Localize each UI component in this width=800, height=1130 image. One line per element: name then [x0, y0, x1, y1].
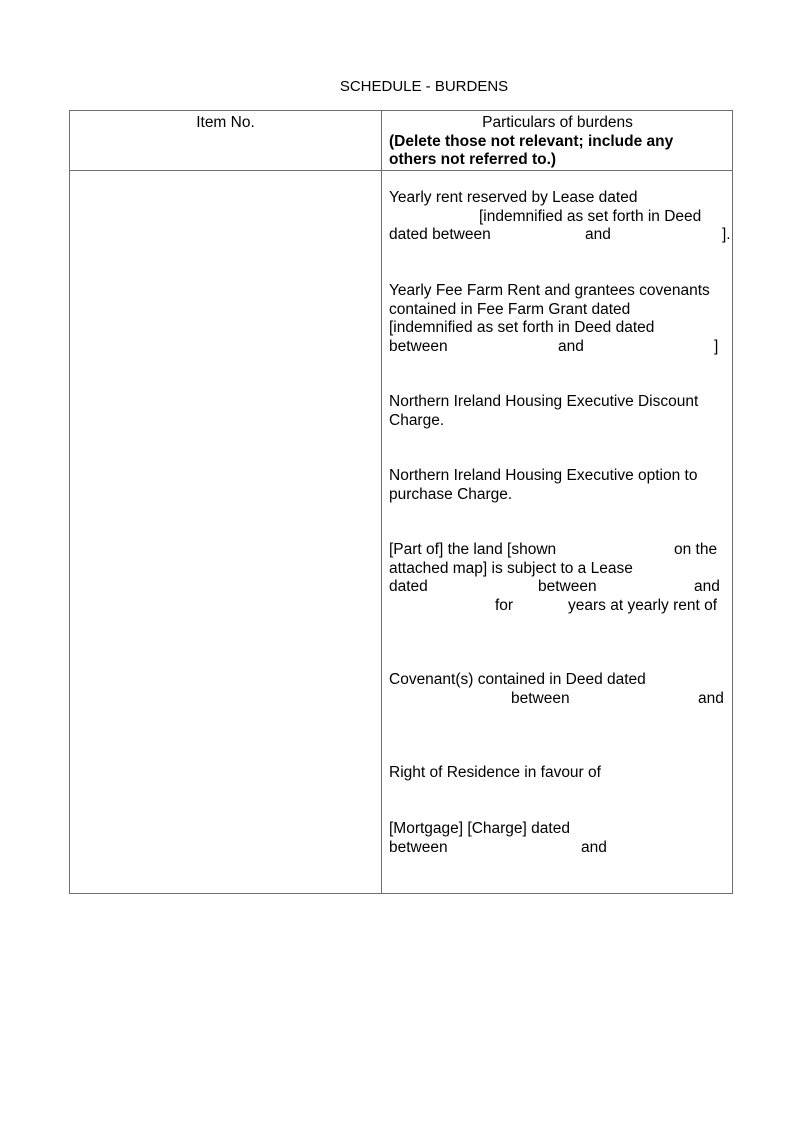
entry-text: Yearly rent reserved by Lease dated — [389, 189, 638, 207]
header-particulars-label: Particulars of burdens — [482, 114, 633, 131]
entry-text: between — [511, 689, 570, 707]
entry-line — [389, 820, 726, 839]
entry-line — [389, 764, 726, 783]
entry-text: contained in Fee Farm Grant dated — [389, 300, 631, 318]
particulars-cell — [382, 171, 733, 894]
entry-text: [Part of] the land [shown — [389, 541, 557, 559]
burden-entry-right-of-residence — [389, 764, 726, 820]
entry-text: [indemnified as set forth in Deed — [479, 207, 702, 225]
entry-text: Covenant(s) contained in Deed dated — [389, 671, 646, 689]
entry-line — [389, 338, 726, 357]
entry-line — [389, 839, 726, 858]
entry-line — [389, 578, 726, 597]
entry-text: and — [581, 838, 607, 856]
entry-text: dated — [389, 578, 428, 596]
entry-text: ]. — [722, 226, 731, 244]
header-instruction-line-1: (Delete those not relevant; include any — [389, 132, 674, 150]
entry-text: and — [698, 689, 724, 707]
entry-text: ] — [714, 338, 719, 356]
entry-line — [389, 541, 726, 560]
entry-text: between — [389, 338, 448, 356]
burden-entry-yearly-rent — [389, 189, 731, 282]
entry-line — [389, 282, 726, 301]
burden-entry-mortgage-charge — [389, 820, 726, 860]
entry-text: Northern Ireland Housing Executive option to — [389, 467, 698, 485]
item-no-cell — [70, 171, 382, 894]
entry-text: Yearly Fee Farm Rent and grantees covenants — [389, 282, 710, 300]
entry-line — [389, 319, 726, 338]
entry-text: [Mortgage] [Charge] dated — [389, 820, 570, 838]
entry-line — [389, 597, 726, 616]
header-particulars — [382, 111, 733, 171]
entry-text: dated between — [389, 226, 491, 244]
entry-text: Right of Residence in favour of — [389, 764, 601, 782]
entry-line — [389, 412, 726, 431]
entry-text: purchase Charge. — [389, 485, 513, 503]
entry-text: for — [495, 597, 514, 615]
entry-text: attached map] is subject to a Lease — [389, 559, 633, 577]
entry-text: between — [389, 838, 448, 856]
entry-text: and — [585, 226, 611, 244]
entry-line — [389, 208, 726, 227]
entry-line — [389, 690, 726, 709]
table-body-row — [70, 171, 733, 894]
burdens-table — [69, 110, 733, 894]
document-title: SCHEDULE - BURDENS — [339, 78, 509, 95]
entry-line — [389, 467, 726, 486]
burden-entry-fee-farm-rent — [389, 282, 726, 393]
burden-entry-lease-of-part — [389, 541, 726, 671]
entry-line — [389, 486, 726, 505]
header-instruction-line-2: others not referred to.) — [389, 151, 557, 169]
entry-text: on the — [674, 541, 718, 559]
header-item-no — [70, 111, 382, 171]
entry-line — [389, 189, 726, 208]
entry-line — [389, 393, 726, 412]
entry-text: and — [558, 338, 584, 356]
entry-text: and — [694, 578, 720, 596]
table-header-row — [70, 111, 733, 171]
header-item-no-label: Item No. — [196, 114, 255, 131]
entry-line — [389, 301, 726, 320]
entry-text: Charge. — [389, 411, 445, 429]
entry-line — [389, 560, 726, 579]
entry-text: [indemnified as set forth in Deed dated — [389, 319, 655, 337]
entry-text: Northern Ireland Housing Executive Discount — [389, 393, 699, 411]
entry-text: years at yearly rent of — [568, 597, 718, 615]
entry-text: between — [538, 578, 597, 596]
burden-entry-nihe-option-charge — [389, 467, 726, 541]
entry-line — [389, 226, 731, 245]
entry-line — [389, 671, 726, 690]
burden-entry-nihe-discount-charge — [389, 393, 726, 467]
burden-entry-covenants — [389, 671, 726, 764]
